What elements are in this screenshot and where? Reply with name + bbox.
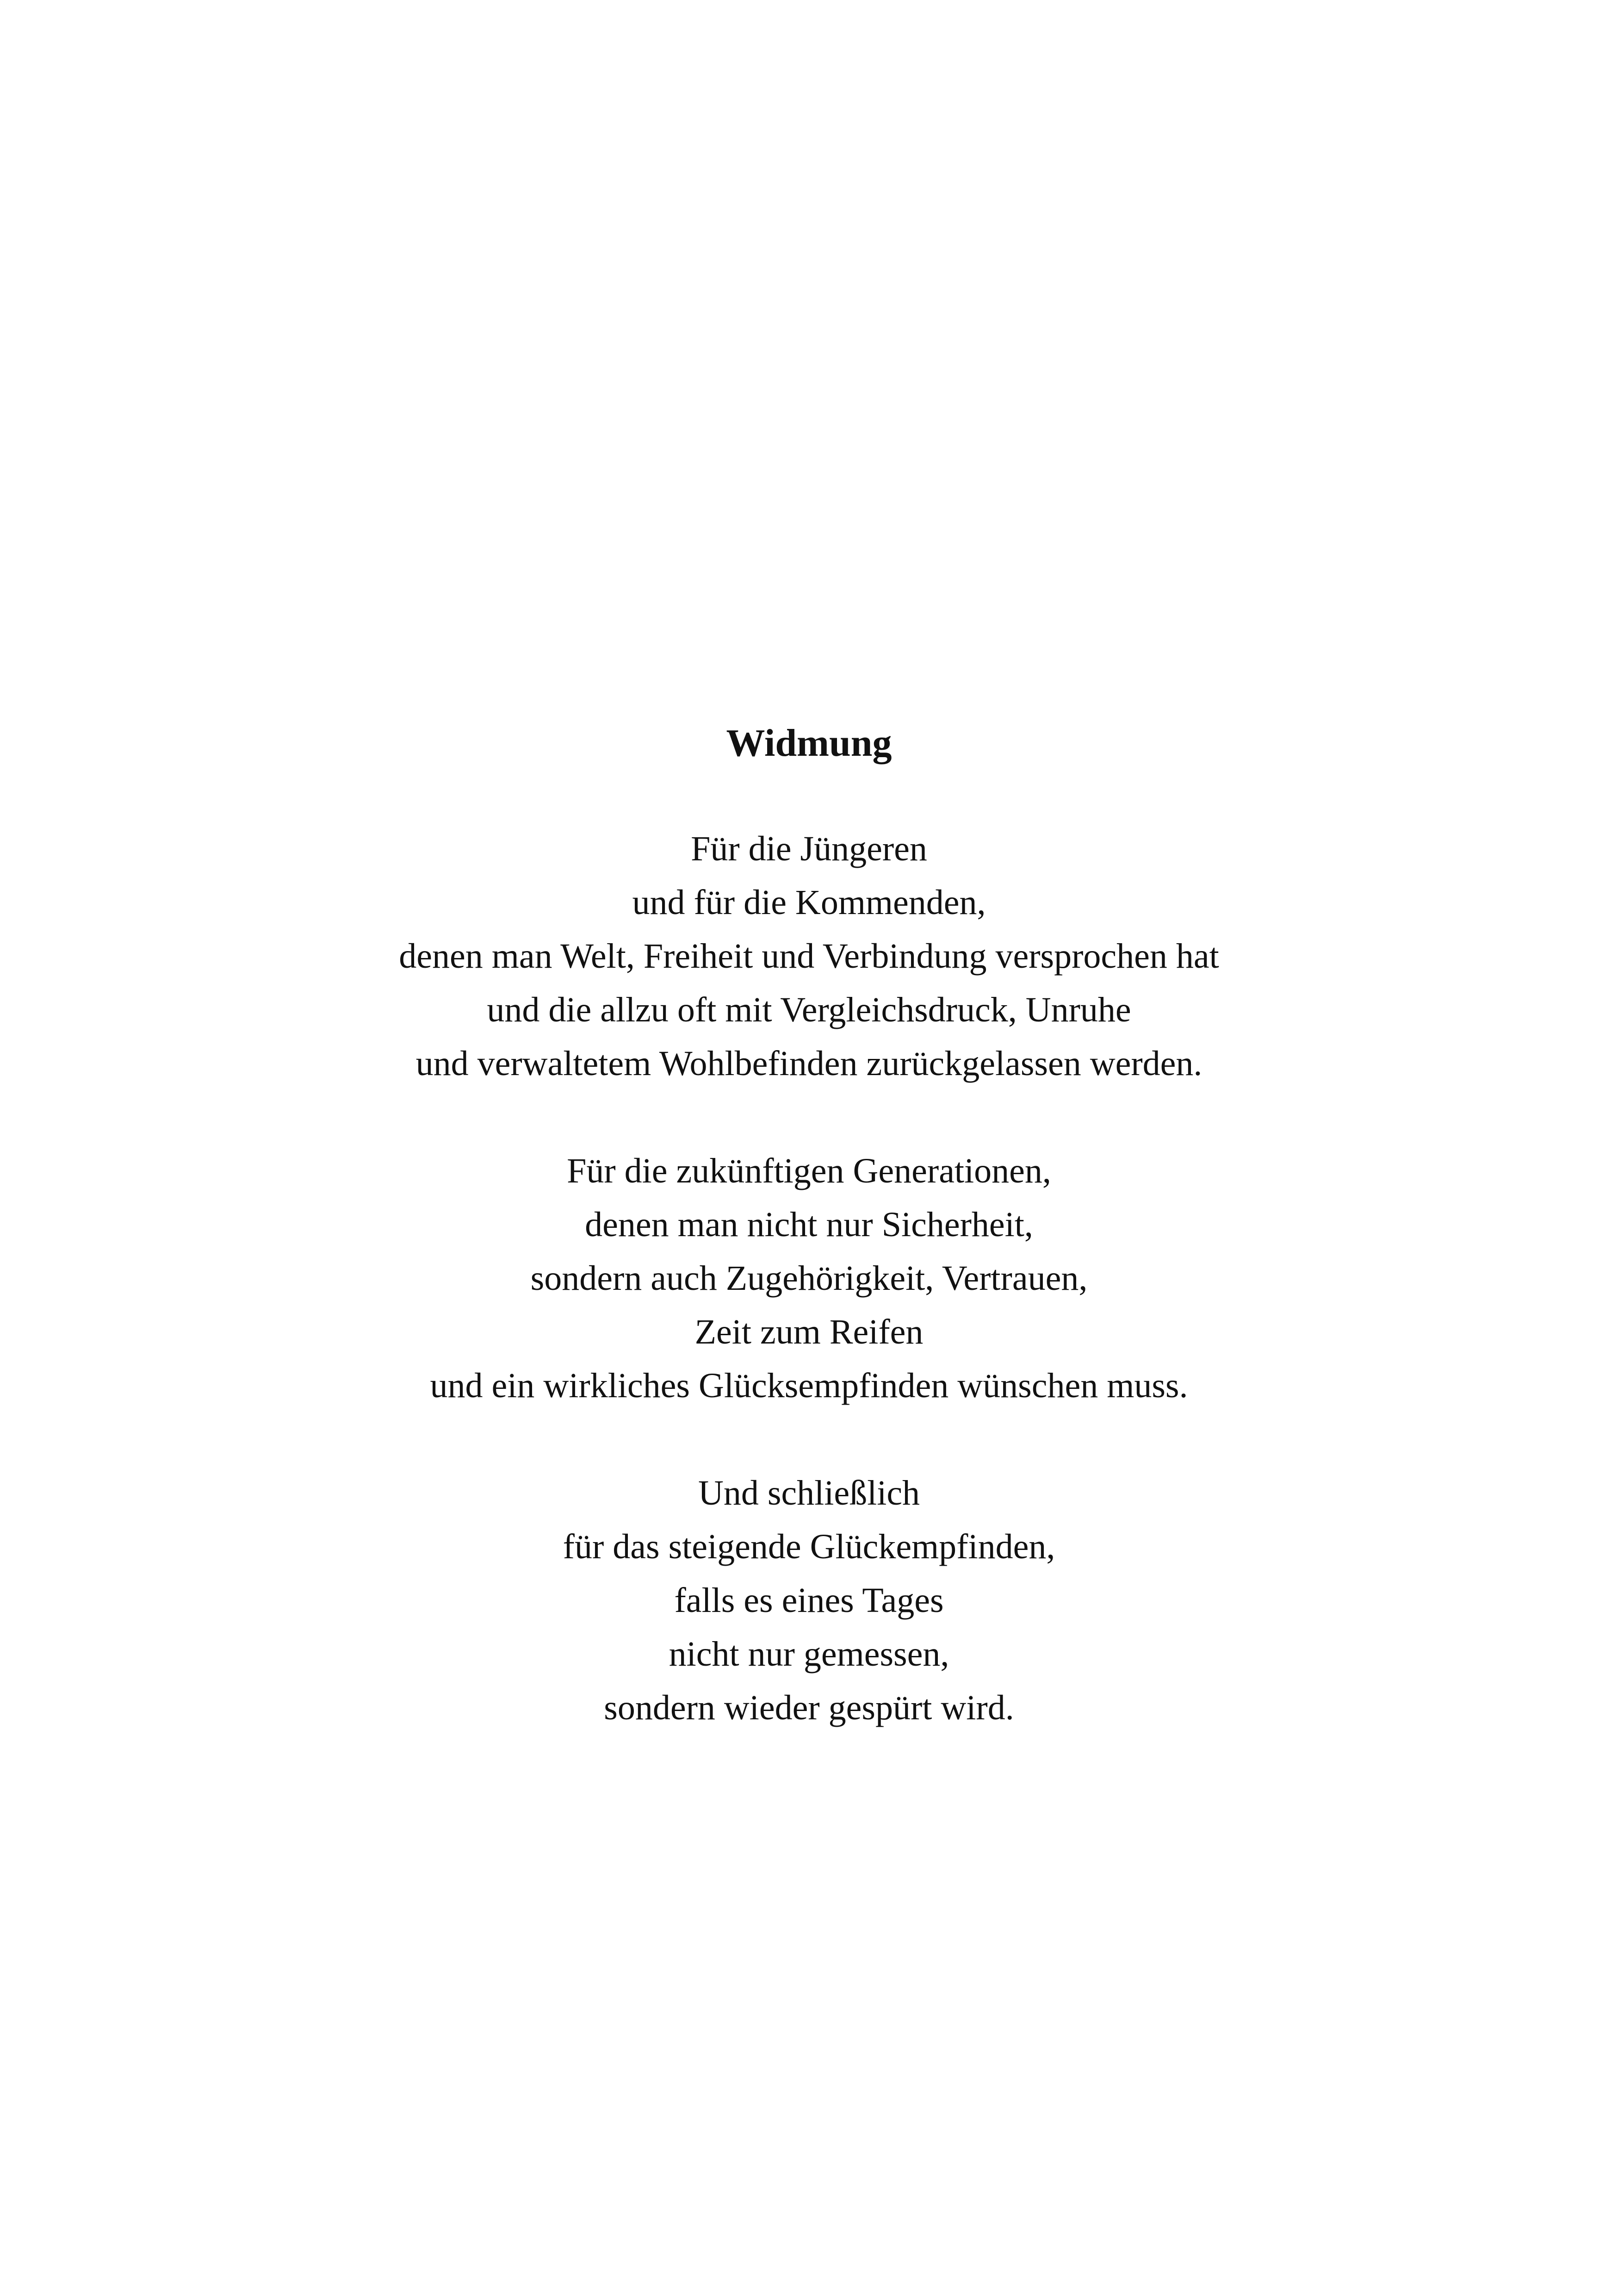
stanza-line: sondern auch Zugehörigkeit, Vertrauen, [530,1259,1088,1298]
stanza-1 [0,822,1618,1090]
stanza-line: sondern wieder gespürt wird. [604,1688,1014,1727]
stanza-line: denen man nicht nur Sicherheit, [585,1205,1033,1244]
stanza-line: Zeit zum Reifen [694,1313,924,1351]
stanza-line: denen man Welt, Freiheit und Verbindung versprochen hat [399,937,1219,976]
stanza-line: und verwaltetem Wohlbefinden zurückgelassen werden. [415,1044,1203,1083]
stanza-line: falls es eines Tages [674,1581,944,1620]
dedication [0,716,1618,1735]
stanza-line: und ein wirkliches Glücksempfinden wünschen muss. [430,1366,1188,1405]
stanza-2 [0,1144,1618,1412]
stanza-3 [0,1466,1618,1735]
stanza-line: Für die Jüngeren [691,829,927,868]
stanza-line: Für die zukünftigen Generationen, [567,1151,1051,1190]
stanza-line: und für die Kommenden, [632,883,986,922]
stanza-line: Und schließlich [698,1474,920,1512]
stanza-line: und die allzu oft mit Vergleichsdruck, Unruhe [487,990,1131,1029]
stanza-line: nicht nur gemessen, [669,1635,949,1674]
dedication-heading: Widmung [726,722,892,765]
stanza-line: für das steigende Glückempfinden, [563,1527,1055,1566]
